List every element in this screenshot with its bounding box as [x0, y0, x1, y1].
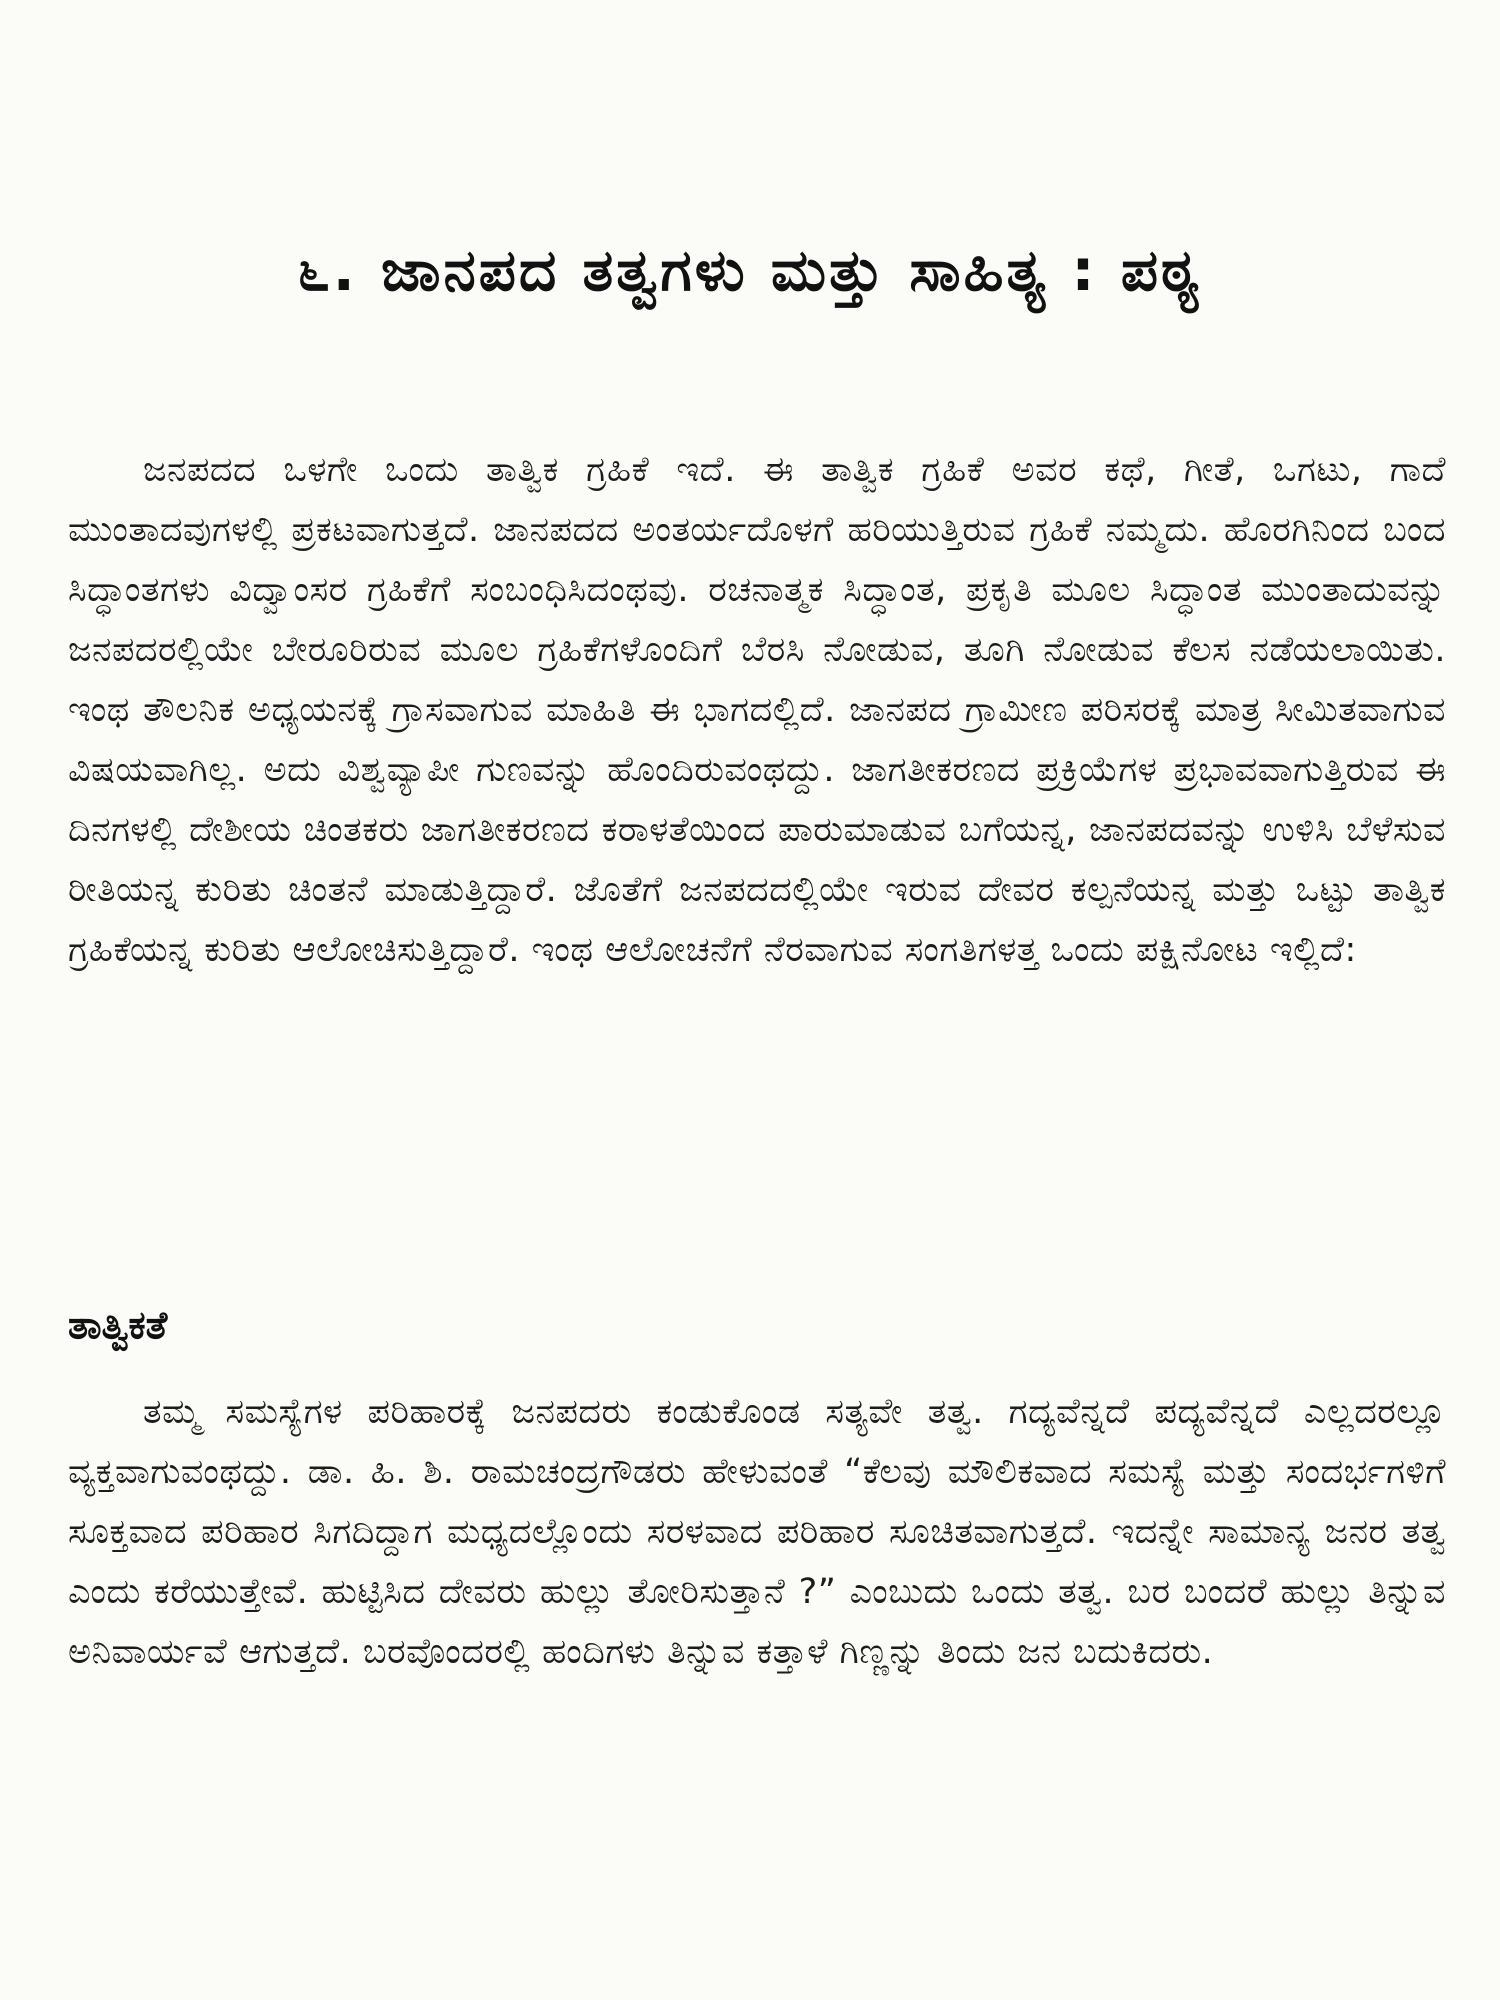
section-heading: ತಾತ್ವಿಕತೆ — [68, 1303, 168, 1347]
intro-paragraph: ಜನಪದದ ಒಳಗೇ ಒಂದು ತಾತ್ವಿಕ ಗ್ರಹಿಕೆ ಇದೆ. ಈ ತಾತ್ವಿಕ ಗ್ರಹಿಕೆ ಅವರ ಕಥೆ, ಗೀತೆ, ಒಗಟು, ಗಾದೆ ಮುಂತಾದವುಗಳಲ್ಲಿ ಪ್ರಕಟವಾಗುತ್ತದೆ. ಜಾನಪದದ ಅಂತರ್ಯದೊಳಗೆ ಹರಿಯುತ್ತಿರುವ ಗ್ರಹಿಕೆ ನಮ್ಮದು. ಹೊರಗಿನಿಂದ ಬಂದ ಸಿದ್ಧಾಂತಗಳು ವಿದ್ವಾಂಸರ ಗ್ರಹಿಕೆಗೆ ಸಂಬಂಧಿಸಿದಂಥವು. ರಚನಾತ್ಮಕ ಸಿದ್ಧಾಂತ, ಪ್ರಕೃತಿ ಮೂಲ ಸಿದ್ಧಾಂತ ಮುಂತಾದುವನ್ನು ಜನಪದರಲ್ಲಿಯೇ ಬೇರೂರಿರುವ ಮೂಲ ಗ್ರಹಿಕೆಗಳೊಂದಿಗೆ ಬೆರಸಿ ನೋಡುವ, ತೂಗಿ ನೋಡುವ ಕೆಲಸ ನಡೆಯಲಾಯಿತು. ಇಂಥ ತೌಲನಿಕ ಅಧ್ಯಯನಕ್ಕೆ ಗ್ರಾಸವಾಗುವ ಮಾಹಿತಿ ಈ ಭಾಗದಲ್ಲಿದೆ. ಜಾನಪದ ಗ್ರಾಮೀಣ ಪರಿಸರಕ್ಕೆ ಮಾತ್ರ ಸೀಮಿತವಾಗುವ ವಿಷಯವಾಗಿಲ್ಲ. ಅದು ವಿಶ್ವವ್ಯಾಪೀ ಗುಣವನ್ನು ಹೊಂದಿರುವಂಥದ್ದು. ಜಾಗತೀಕರಣದ ಪ್ರಕ್ರಿಯೆಗಳ ಪ್ರಭಾವವಾಗುತ್ತಿರುವ ಈ ದಿನಗಳಲ್ಲಿ ದೇಶೀಯ ಚಿಂತಕರು ಜಾಗತೀಕರಣದ ಕರಾಳತೆಯಿಂದ ಪಾರುಮಾಡುವ ಬಗೆಯನ್ನ, ಜಾನಪದವನ್ನು ಉಳಿಸಿ ಬೆಳೆಸುವ ರೀತಿಯನ್ನ ಕುರಿತು ಚಿಂತನೆ ಮಾಡುತ್ತಿದ್ದಾರೆ. ಜೊತೆಗೆ ಜನಪದದಲ್ಲಿಯೇ ಇರುವ ದೇವರ ಕಲ್ಪನೆಯನ್ನ ಮತ್ತು ಒಟ್ಟು ತಾತ್ವಿಕ ಗ್ರಹಿಕೆಯನ್ನ ಕುರಿತು ಆಲೋಚಿಸುತ್ತಿದ್ದಾರೆ. ಇಂಥ ಆಲೋಚನೆಗೆ ನೆರವಾಗುವ ಸಂಗತಿಗಳತ್ತ ಒಂದು ಪಕ್ಷಿನೋಟ ಇಲ್ಲಿದೆ: — [68, 450, 1446, 970]
section-paragraph: ತಮ್ಮ ಸಮಸ್ಯೆಗಳ ಪರಿಹಾರಕ್ಕೆ ಜನಪದರು ಕಂಡುಕೊಂಡ ಸತ್ಯವೇ ತತ್ವ. ಗದ್ಯವೆನ್ನದೆ ಪದ್ಯವೆನ್ನದೆ ಎಲ್ಲದರಲ್ಲೂ ವ್ಯಕ್ತವಾಗುವಂಥದ್ದು. ಡಾ. ಹಿ. ಶಿ. ರಾಮಚಂದ್ರಗೌಡರು ಹೇಳುವಂತೆ “ಕೆಲವು ಮೌಲಿಕವಾದ ಸಮಸ್ಯೆ ಮತ್ತು ಸಂದರ್ಭಗಳಿಗೆ ಸೂಕ್ತವಾದ ಪರಿಹಾರ ಸಿಗದಿದ್ದಾಗ ಮಧ್ಯದಲ್ಲೊಂದು ಸರಳವಾದ ಪರಿಹಾರ ಸೂಚಿತವಾಗುತ್ತದೆ. ಇದನ್ನೇ ಸಾಮಾನ್ಯ ಜನರ ತತ್ವ ಎಂದು ಕರೆಯುತ್ತೇವೆ. ಹುಟ್ಟಿಸಿದ ದೇವರು ಹುಲ್ಲು ತೋರಿಸುತ್ತಾನೆ ?” ಎಂಬುದು ಒಂದು ತತ್ವ. ಬರ ಬಂದರೆ ಹುಲ್ಲು ತಿನ್ನುವ ಅನಿವಾರ್ಯವೆ ಆಗುತ್ತದೆ. ಬರವೊಂದರಲ್ಲಿ ಹಂದಿಗಳು ತಿನ್ನುವ ಕತ್ತಾಳೆ ಗಿಣ್ಣನ್ನು ತಿಂದು ಜನ ಬದುಕಿದರು. — [68, 1392, 1446, 1672]
chapter-title: ೬. ಜಾನಪದ ತತ್ವಗಳು ಮತ್ತು ಸಾಹಿತ್ಯ : ಪಠ್ಯ — [297, 236, 1203, 304]
